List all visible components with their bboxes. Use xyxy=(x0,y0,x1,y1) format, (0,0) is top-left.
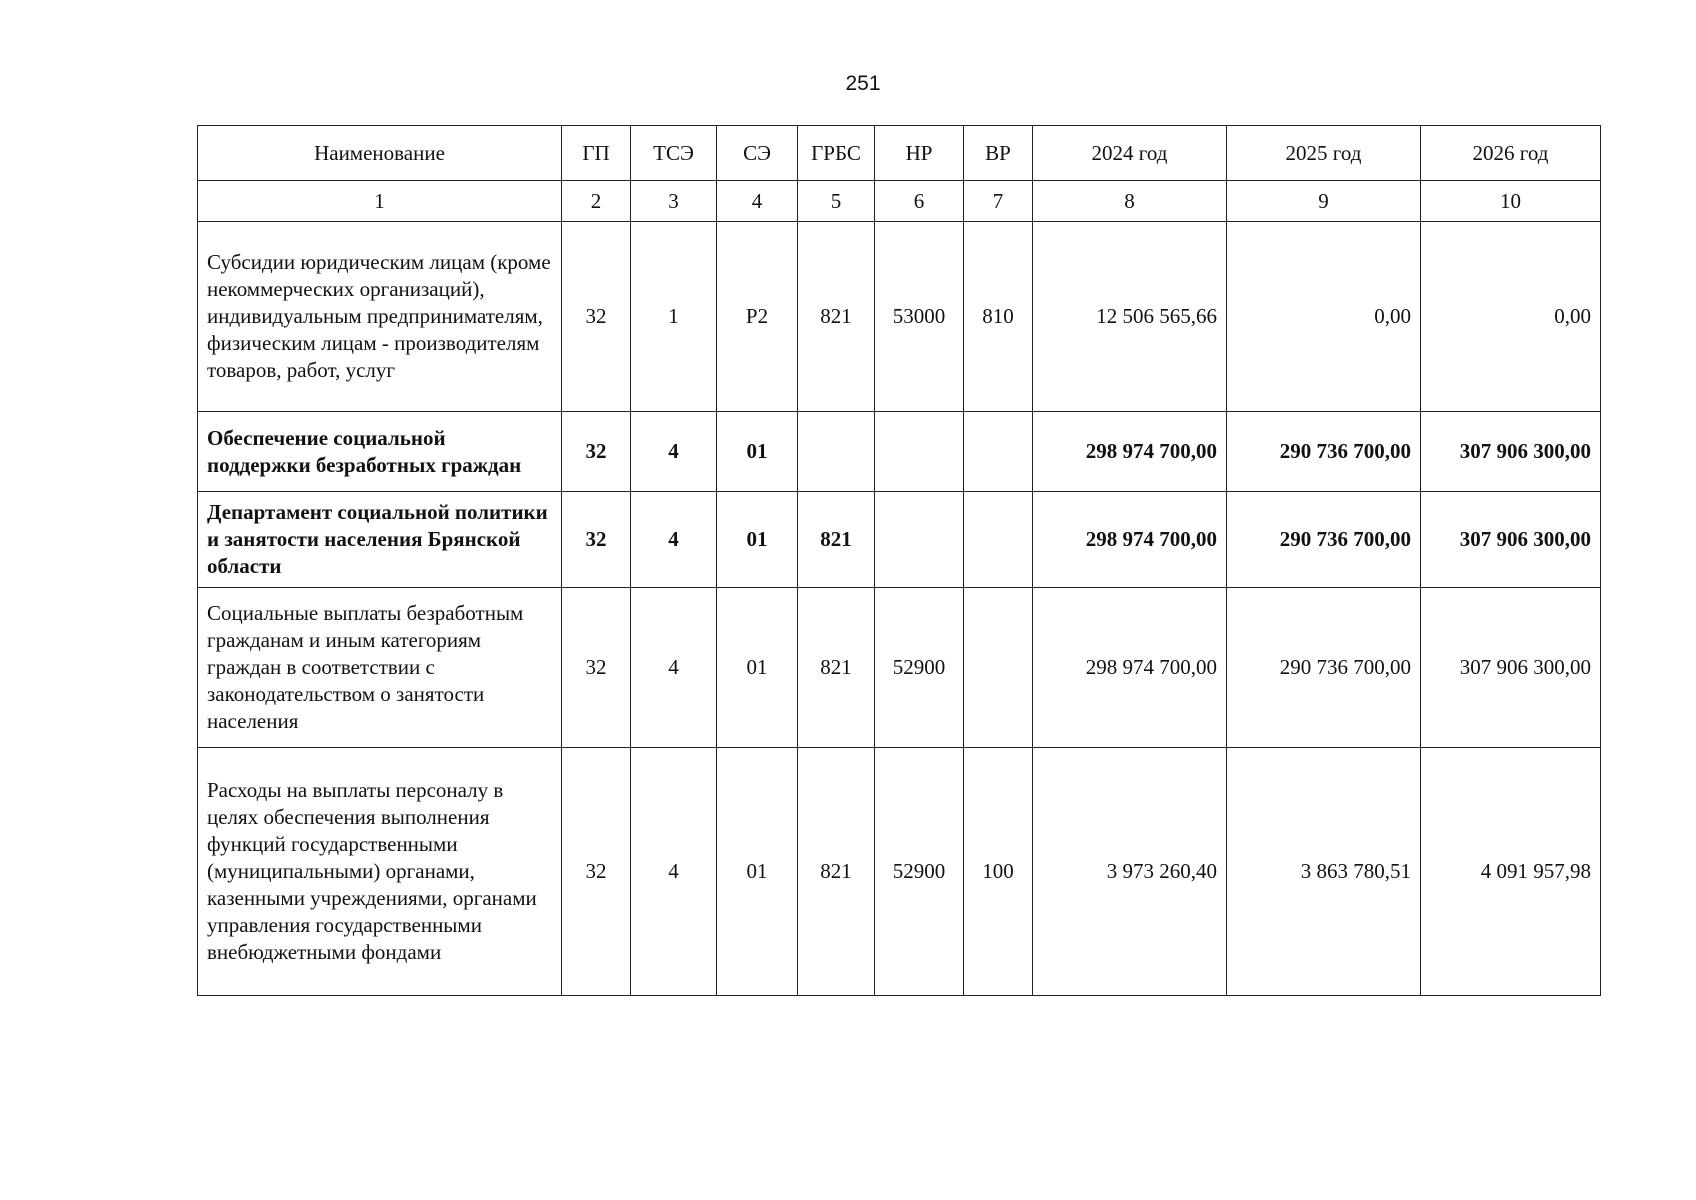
header-grbs: ГРБС xyxy=(798,126,875,181)
cell-2024: 3 973 260,40 xyxy=(1033,748,1227,996)
cell-2026: 4 091 957,98 xyxy=(1421,748,1601,996)
cell-tse: 1 xyxy=(631,222,717,412)
table-row xyxy=(198,588,1601,748)
cell-gp: 32 xyxy=(562,222,631,412)
cell-vr: 100 xyxy=(964,748,1033,996)
header-vr: ВР xyxy=(964,126,1033,181)
header-2024: 2024 год xyxy=(1033,126,1227,181)
cell-nr: 53000 xyxy=(875,222,964,412)
cell-gp: 32 xyxy=(562,748,631,996)
cell-nr: 52900 xyxy=(875,748,964,996)
column-number: 3 xyxy=(631,181,717,222)
column-number: 8 xyxy=(1033,181,1227,222)
cell-2024: 298 974 700,00 xyxy=(1033,412,1227,492)
header-name: Наименование xyxy=(198,126,562,181)
column-number: 4 xyxy=(717,181,798,222)
cell-nr xyxy=(875,492,964,588)
cell-grbs: 821 xyxy=(798,492,875,588)
cell-se: 01 xyxy=(717,492,798,588)
cell-2026: 307 906 300,00 xyxy=(1421,588,1601,748)
cell-se: 01 xyxy=(717,412,798,492)
cell-vr xyxy=(964,492,1033,588)
cell-2026: 307 906 300,00 xyxy=(1421,492,1601,588)
row-name: Департамент социальной политики и занятости населения Брянской области xyxy=(198,492,562,588)
header-2025: 2025 год xyxy=(1227,126,1421,181)
row-name: Обеспечение социальной поддержки безработных граждан xyxy=(198,412,562,492)
cell-grbs: 821 xyxy=(798,588,875,748)
cell-nr: 52900 xyxy=(875,588,964,748)
cell-tse: 4 xyxy=(631,492,717,588)
cell-vr xyxy=(964,588,1033,748)
column-number-row xyxy=(198,181,1601,222)
row-name: Расходы на выплаты персоналу в целях обеспечения выполнения функций государственными (муниципальными) органами, казенными учреждениями, органами управления государственными внебюджетными фондами xyxy=(198,748,562,996)
cell-se: 01 xyxy=(717,588,798,748)
table-row xyxy=(198,492,1601,588)
budget-table xyxy=(197,125,1601,996)
cell-2025: 0,00 xyxy=(1227,222,1421,412)
cell-nr xyxy=(875,412,964,492)
row-name: Субсидии юридическим лицам (кроме некоммерческих организаций), индивидуальным предпринимателям, физическим лицам - производителям товаров, работ, услуг xyxy=(198,222,562,412)
cell-se: Р2 xyxy=(717,222,798,412)
column-number: 7 xyxy=(964,181,1033,222)
page-number: 251 xyxy=(845,72,881,95)
header-2026: 2026 год xyxy=(1421,126,1601,181)
cell-gp: 32 xyxy=(562,492,631,588)
cell-vr: 810 xyxy=(964,222,1033,412)
cell-grbs: 821 xyxy=(798,222,875,412)
header-se: СЭ xyxy=(717,126,798,181)
header-tse: ТСЭ xyxy=(631,126,717,181)
cell-2024: 298 974 700,00 xyxy=(1033,588,1227,748)
cell-2025: 290 736 700,00 xyxy=(1227,492,1421,588)
cell-2024: 298 974 700,00 xyxy=(1033,492,1227,588)
cell-grbs: 821 xyxy=(798,748,875,996)
cell-se: 01 xyxy=(717,748,798,996)
cell-2025: 3 863 780,51 xyxy=(1227,748,1421,996)
table-row xyxy=(198,222,1601,412)
table-row xyxy=(198,748,1601,996)
cell-2024: 12 506 565,66 xyxy=(1033,222,1227,412)
table-row xyxy=(198,412,1601,492)
row-name: Социальные выплаты безработным гражданам и иным категориям граждан в соответствии с законодательством о занятости населения xyxy=(198,588,562,748)
column-number: 10 xyxy=(1421,181,1601,222)
cell-tse: 4 xyxy=(631,748,717,996)
header-nr: НР xyxy=(875,126,964,181)
column-number: 2 xyxy=(562,181,631,222)
cell-tse: 4 xyxy=(631,412,717,492)
cell-2025: 290 736 700,00 xyxy=(1227,412,1421,492)
header-gp: ГП xyxy=(562,126,631,181)
cell-tse: 4 xyxy=(631,588,717,748)
column-number: 6 xyxy=(875,181,964,222)
column-number: 5 xyxy=(798,181,875,222)
cell-vr xyxy=(964,412,1033,492)
cell-2026: 307 906 300,00 xyxy=(1421,412,1601,492)
column-number: 1 xyxy=(198,181,562,222)
cell-grbs xyxy=(798,412,875,492)
header-row xyxy=(198,126,1601,181)
cell-gp: 32 xyxy=(562,412,631,492)
cell-gp: 32 xyxy=(562,588,631,748)
cell-2025: 290 736 700,00 xyxy=(1227,588,1421,748)
column-number: 9 xyxy=(1227,181,1421,222)
cell-2026: 0,00 xyxy=(1421,222,1601,412)
